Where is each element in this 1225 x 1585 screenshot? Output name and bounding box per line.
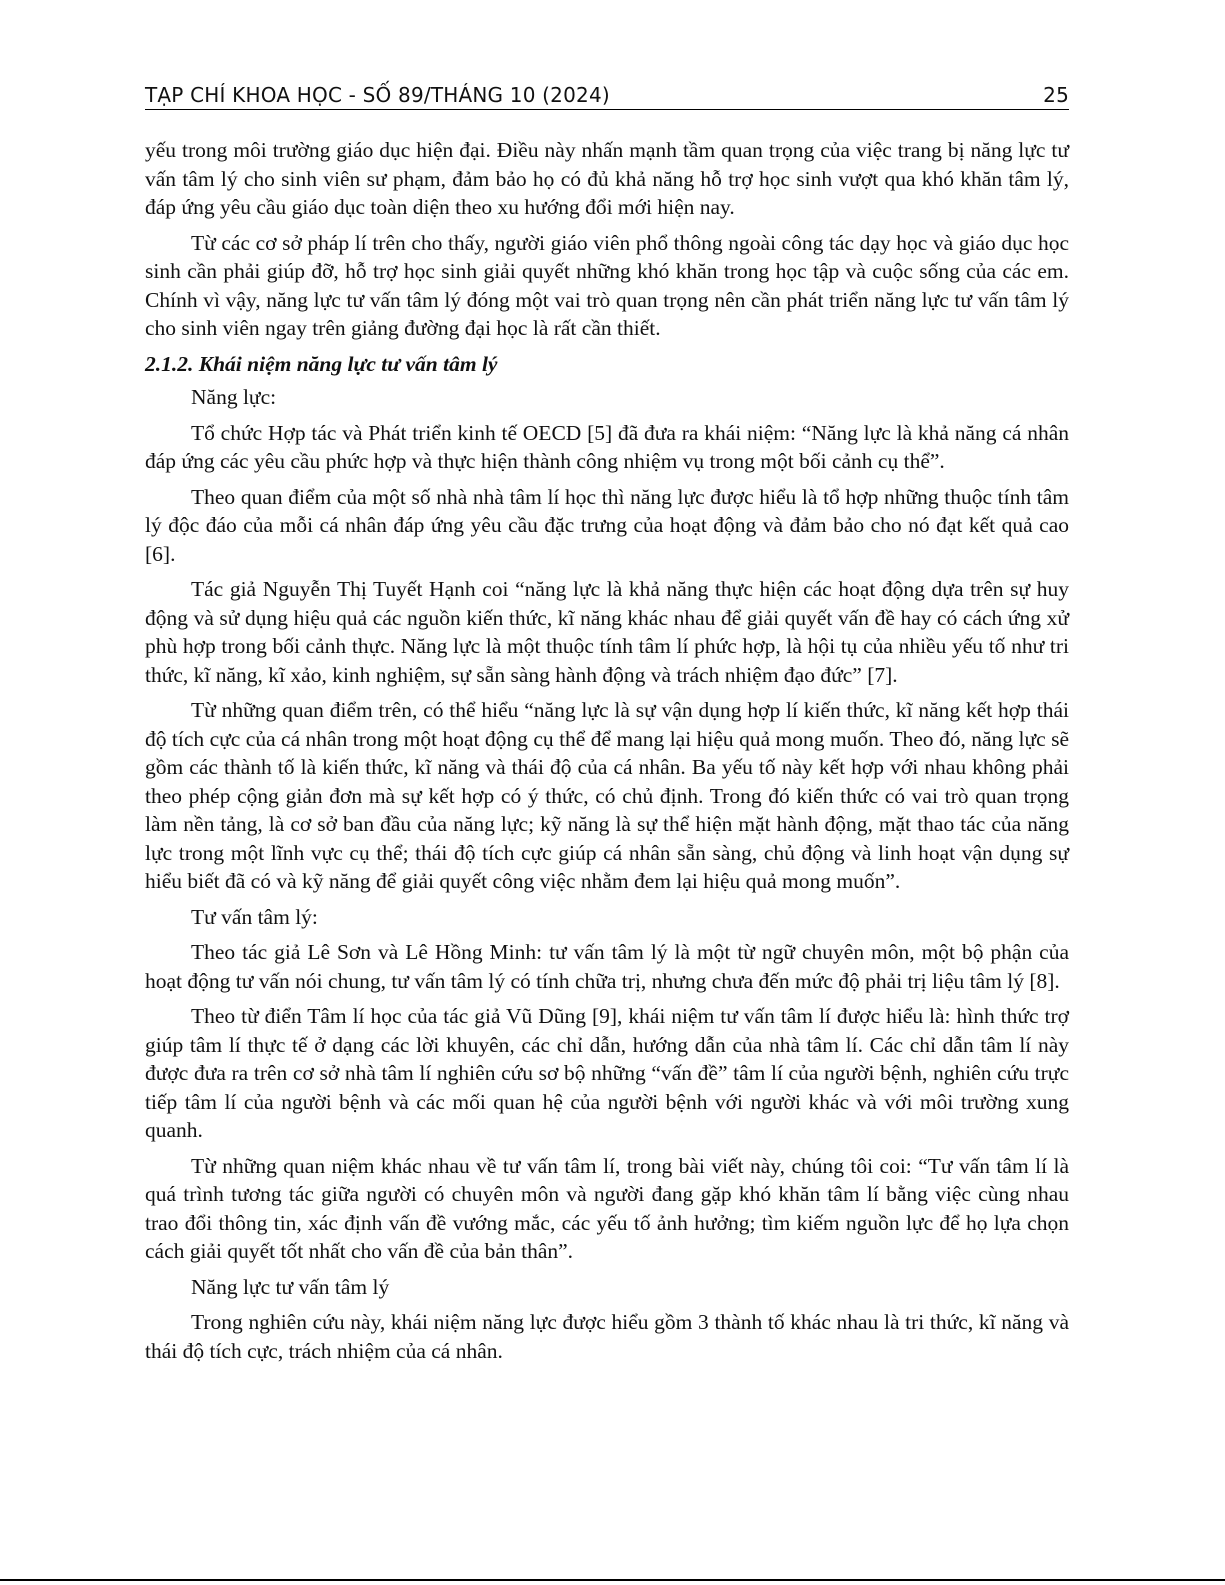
paragraph-study-definition: Trong nghiên cứu này, khái niệm năng lực được hiểu gồm 3 thành tố khác nhau là tri thức, kĩ năng và thái độ tích cực, trách nhiệm của cá nhân.	[145, 1310, 1069, 1363]
paragraph-psychologists-view: Theo quan điểm của một số nhà nhà tâm lí học thì năng lực được hiểu là tổ hợp những thuộc tính tâm lý độc đáo của mỗi cá nhân đáp ứng yêu cầu đặc trưng của hoạt động và đảm bảo cho nó đạt kết quả cao [6].	[145, 484, 1069, 566]
paragraph-competence-synthesis: Từ những quan điểm trên, có thể hiểu “năng lực là sự vận dụng hợp lí kiến thức, kĩ năng kết hợp thái độ tích cực của cá nhân trong một hoạt động cụ thể để mang lại hiệu quả mong muốn. Theo đó, năng lực sẽ gồm các thành tố là kiến thức, kĩ năng và thái độ của cá nhân. Ba yếu tố này kết hợp với nhau không phải theo phép cộng giản đơn mà sự kết hợp có ý thức, có chủ định. Trong đó kiến thức có vai trò quan trọng làm nền tảng, là cơ sở ban đầu của năng lực; kỹ năng là sự thể hiện mặt hành động, mặt thao tác của năng lực trong một lĩnh vực cụ thể; thái độ tích cực giúp cá nhân sẵn sàng, chủ động và linh hoạt vận dụng sự hiểu biết đã có và kỹ năng để giải quyết công việc nhằm đem lại hiệu quả mong muốn”.	[145, 698, 1069, 893]
running-header	[145, 78, 1069, 110]
paragraph-le-son-definition: Theo tác giả Lê Sơn và Lê Hồng Minh: tư vấn tâm lý là một từ ngữ chuyên môn, một bộ phận của hoạt động tư vấn nói chung, tư vấn tâm lý có tính chữa trị, nhưng chưa đến mức độ phải trị liệu tâm lý [8].	[145, 940, 1069, 993]
paragraph-continuation: yếu trong môi trường giáo dục hiện đại. Điều này nhấn mạnh tầm quan trọng của việc trang bị năng lực tư vấn tâm lý cho sinh viên sư phạm, đảm bảo họ có đủ khả năng hỗ trợ học sinh vượt qua khó khăn tâm lý, đáp ứng yêu cầu giáo dục toàn diện theo xu hướng đổi mới hiện nay.	[145, 138, 1069, 219]
bottom-scan-edge	[0, 1579, 1225, 1581]
paragraph-oecd-definition: Tổ chức Hợp tác và Phát triển kinh tế OECD [5] đã đưa ra khái niệm: “Năng lực là khả năng cá nhân đáp ứng các yêu cầu phức hợp và thực hiện thành công nhiệm vụ trong một bối cảnh cụ thể”.	[145, 420, 1069, 473]
paragraph-legal-basis: Từ các cơ sở pháp lí trên cho thấy, người giáo viên phổ thông ngoài công tác dạy học và giáo dục học sinh cần phải giúp đỡ, hỗ trợ học sinh giải quyết những khó khăn trong học tập và cuộc sống của các em. Chính vì vậy, năng lực tư vấn tâm lý đóng một vai trò quan trọng nên cần phát triển năng lực tư vấn tâm lý cho sinh viên ngay trên giảng đường đại học là rất cần thiết.	[145, 230, 1069, 340]
article-body	[145, 136, 1069, 1372]
paragraph-vu-dung-definition: Theo từ điển Tâm lí học của tác giả Vũ Dũng [9], khái niệm tư vấn tâm lí được hiểu là: hình thức trợ giúp tâm lí thực tế ở dạng các lời khuyên, các chỉ dẫn, hướng dẫn của nhà tâm lí. Các chỉ dẫn tâm lí này được đưa ra trên cơ sở nhà tâm lí nghiên cứu sơ bộ những “vấn đề” tâm lí của người bệnh, nghiên cứu trực tiếp tâm lí của người bệnh và các mối quan hệ của người bệnh với người khác và với môi trường xung quanh.	[145, 1004, 1069, 1142]
journal-title: TẠP CHÍ KHOA HỌC - SỐ 89/THÁNG 10 (2024)	[145, 83, 610, 107]
subsection-label-counseling: Tư vấn tâm lý:	[191, 904, 318, 929]
paragraph-counseling-synthesis: Từ những quan niệm khác nhau về tư vấn tâm lí, trong bài viết này, chúng tôi coi: “Tư vấn tâm lí là quá trình tương tác giữa người có chuyên môn và người đang gặp khó khăn tâm lí bằng việc cùng nhau trao đổi thông tin, xác định vấn đề vướng mắc, các yếu tố ảnh hưởng; tìm kiếm nguồn lực để họ lựa chọn cách giải quyết tốt nhất cho vấn đề của bản thân”.	[145, 1153, 1069, 1263]
subsection-label-competence-counseling: Năng lực tư vấn tâm lý	[191, 1274, 390, 1299]
paragraph-author-hanh: Tác giả Nguyễn Thị Tuyết Hạnh coi “năng lực là khả năng thực hiện các hoạt động dựa trên sự huy động và sử dụng hiệu quả các nguồn kiến thức, kĩ năng khác nhau để giải quyết vấn đề hay có cách ứng xử phù hợp trong bối cảnh thực. Năng lực là một thuộc tính tâm lí phức hợp, là hội tụ của nhiều yếu tố như tri thức, kĩ năng, kĩ xảo, kinh nghiệm, sự sẵn sàng hành động và trách nhiệm đạo đức” [7].	[145, 577, 1069, 687]
page-number: 25	[1043, 83, 1069, 107]
paper-page	[145, 0, 1069, 1585]
section-heading: 2.1.2. Khái niệm năng lực tư vấn tâm lý	[145, 351, 498, 376]
subsection-label-competence: Năng lực:	[191, 385, 277, 409]
